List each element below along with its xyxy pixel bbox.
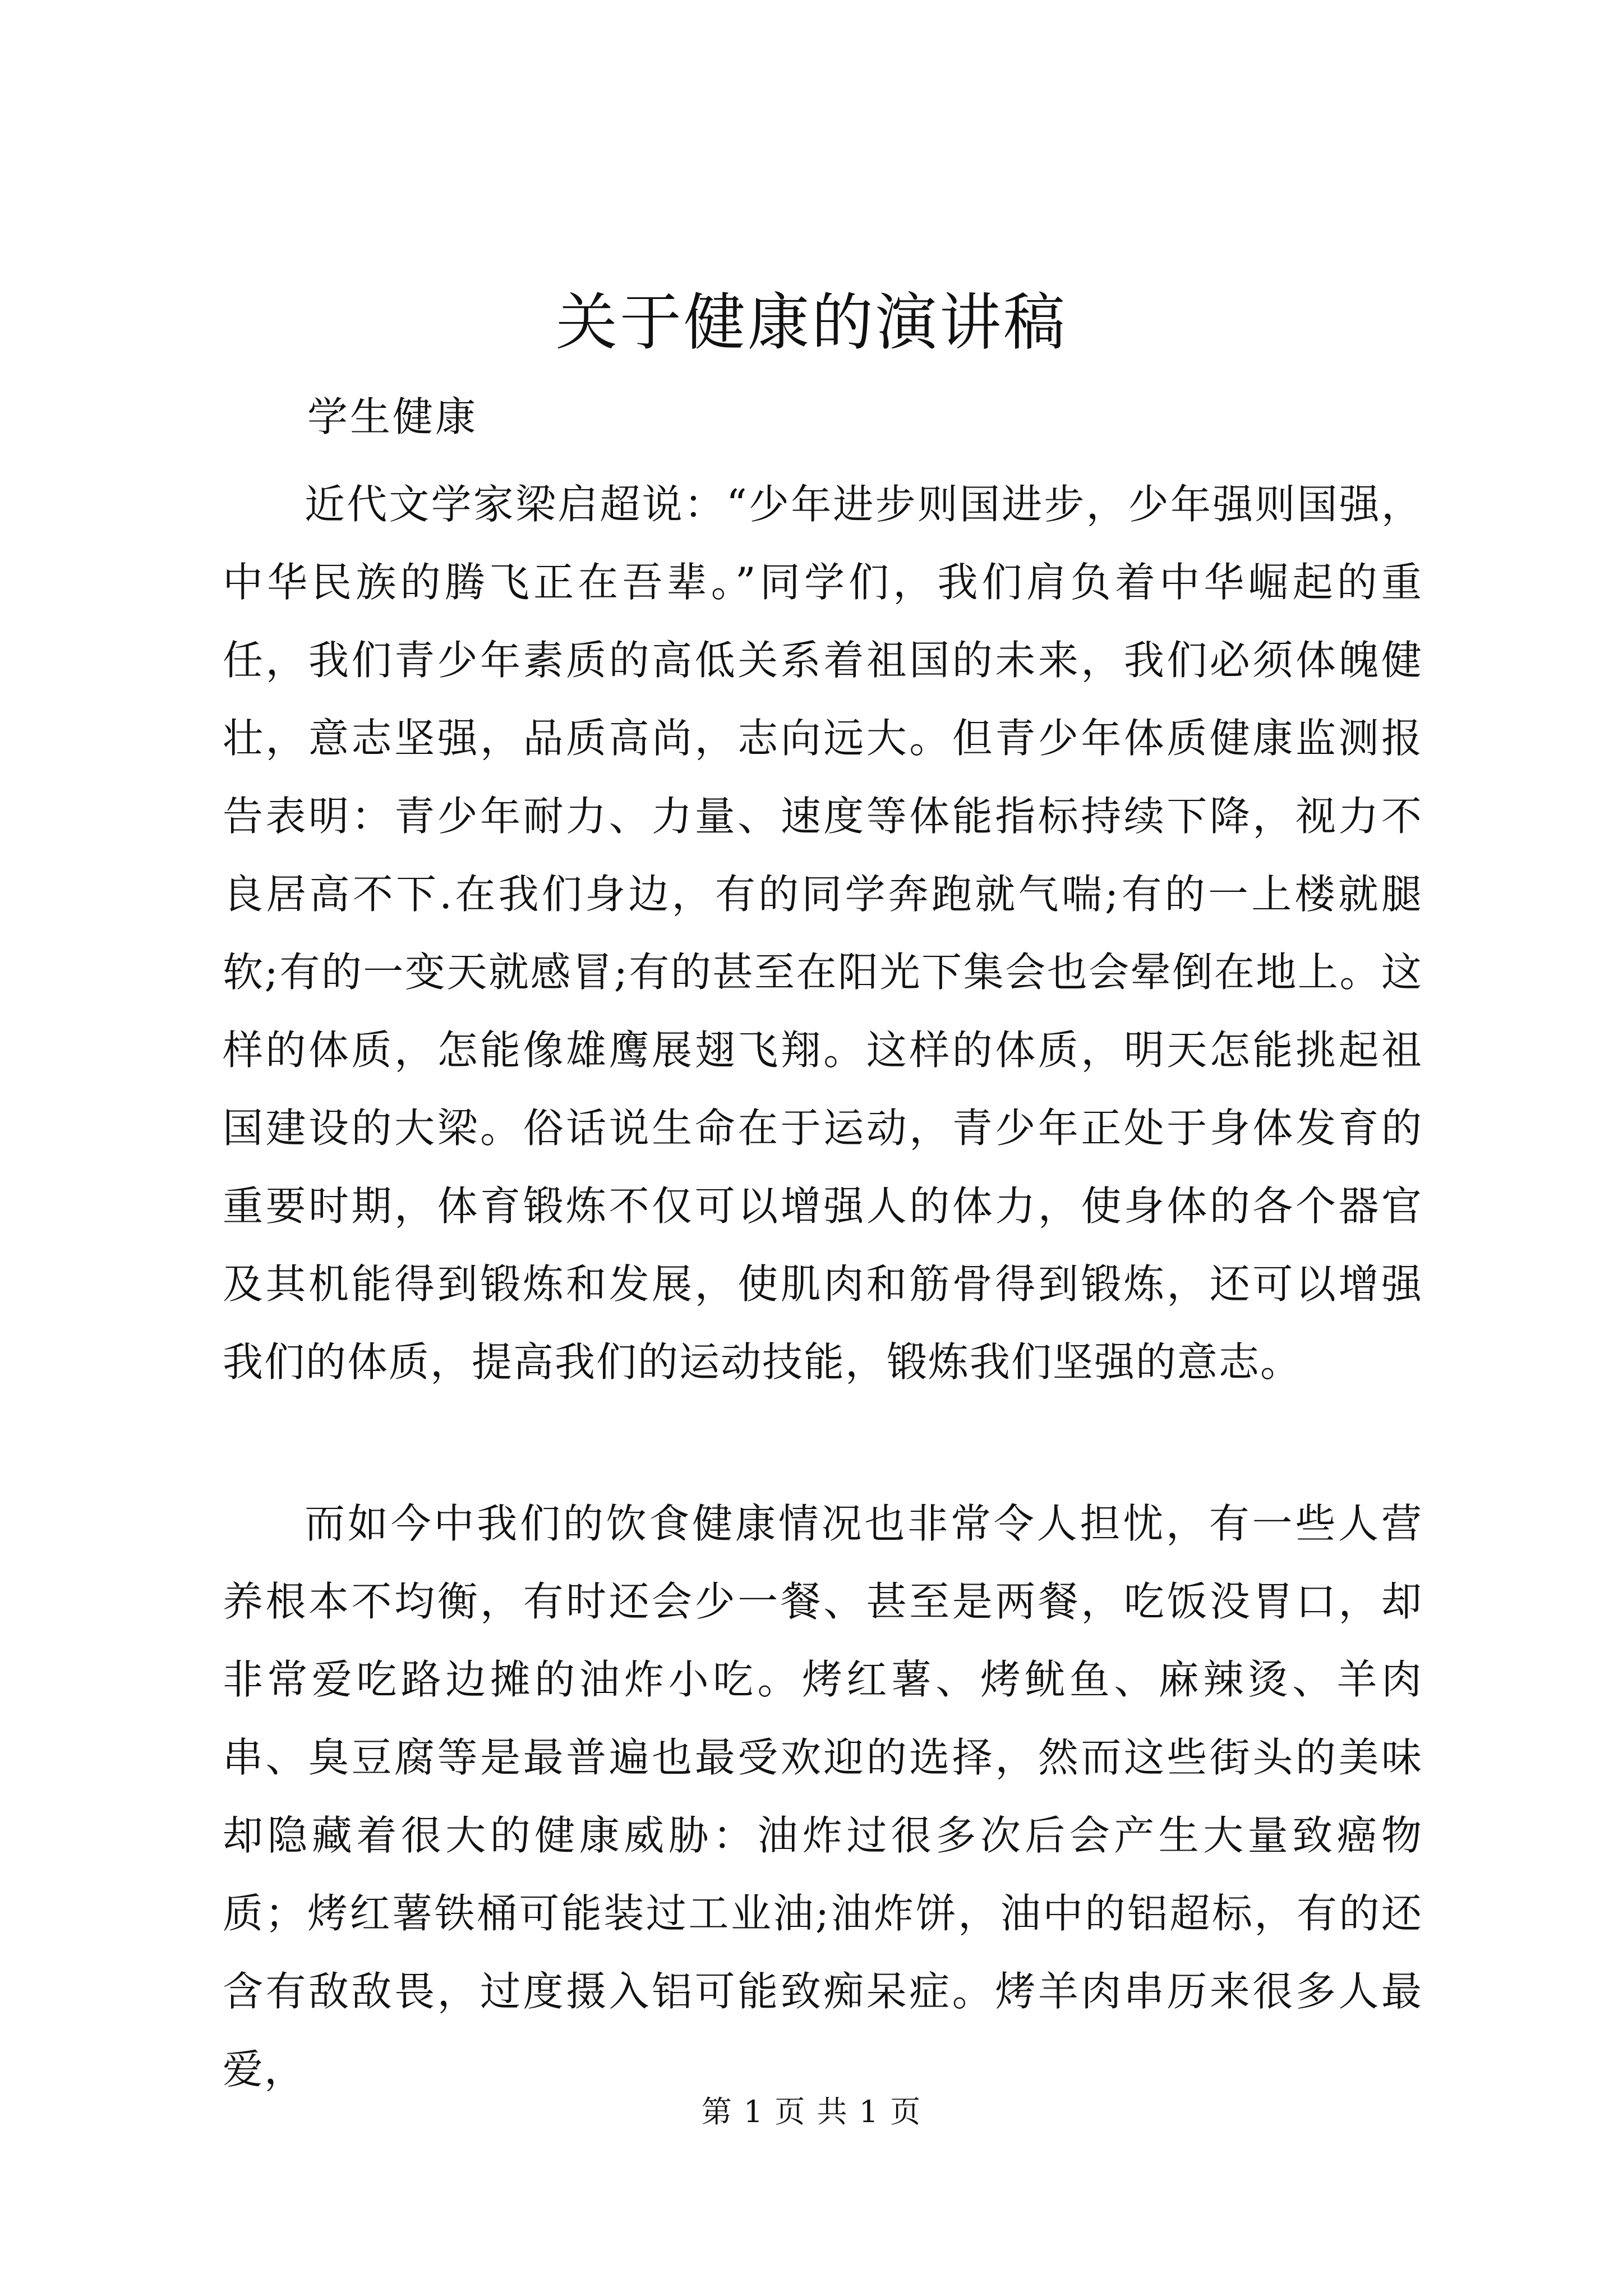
body-paragraph: 近代文学家梁启超说：“少年进步则国进步，少年强则国强，中华民族的腾飞正在吾辈。”同学们，我们肩负着中华崛起的重任，我们青少年素质的高低关系着祖国的未来，我们必须体魄健壮，意志坚强，品质高尚，志向远大。但青少年体质健康监测报告表明：青少年耐力、力量、速度等体能指标持续下降，视力不良居高不下.在我们身边，有的同学奔跑就气喘;有的一上楼就腿软;有的一变天就感冒;有的甚至在阳光下集会也会晕倒在地上。这样的体质，怎能像雄鹰展翅飞翔。这样的体质，明天怎能挑起祖国建设的大梁。俗话说生命在于运动，青少年正处于身体发育的重要时期，体育锻炼不仅可以增强人的体力，使身体的各个器官及其机能得到锻炼和发展，使肌肉和筋骨得到锻炼，还可以增强我们的体质，提高我们的运动技能，锻炼我们坚强的意志。 (223, 481, 1423, 1386)
document-title: 关于健康的演讲稿 (556, 287, 1067, 358)
page-footer: 第 1 页 共 1 页 (701, 2094, 922, 2129)
document-subheading: 学生健康 (307, 393, 478, 440)
body-paragraph: 而如今中我们的饮食健康情况也非常令人担忧，有一些人营养根本不均衡，有时还会少一餐、甚至是两餐，吃饭没胃口，却非常爱吃路边摊的油炸小吃。烤红薯、烤鱿鱼、麻辣烫、羊肉串、臭豆腐等是最普遍也最受欢迎的选择，然而这些街头的美味却隐藏着很大的健康威胁：油炸过很多次后会产生大量致癌物质；烤红薯铁桶可能装过工业油;油炸饼，油中的铝超标，有的还含有敌敌畏，过度摄入铝可能致痴呆症。烤羊肉串历来很多人最爱， (223, 1500, 1423, 2093)
